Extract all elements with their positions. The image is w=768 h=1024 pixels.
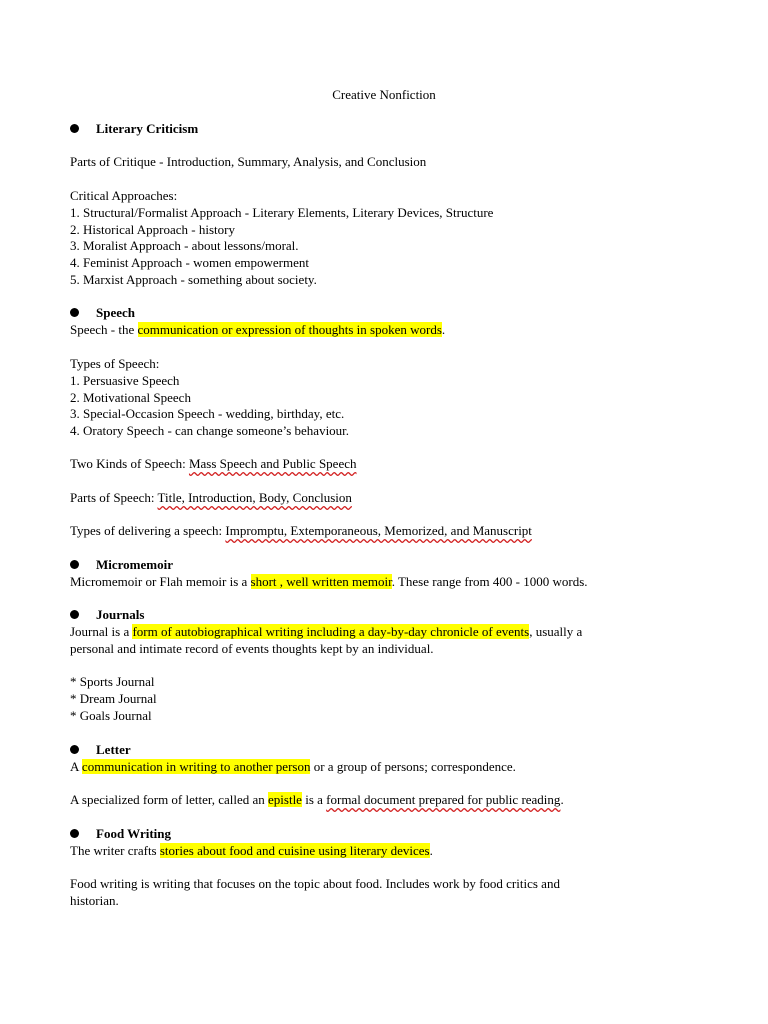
heading-letter	[70, 742, 131, 759]
speech-delivery	[70, 523, 710, 540]
list-item: 3. Special-Occasion Speech - wedding, birthday, etc.	[70, 406, 345, 422]
speech-definition	[70, 322, 710, 339]
heading-food-writing	[70, 826, 171, 843]
speech-kinds	[70, 456, 710, 473]
text-span: The writer crafts	[70, 843, 160, 858]
text-span: .	[441, 322, 446, 337]
bullet-dot-icon	[70, 308, 79, 317]
text-span: Two Kinds of Speech:	[70, 456, 189, 471]
list-item: 5. Marxist Approach - something about society.	[70, 271, 317, 287]
bullet-dot-icon	[70, 560, 79, 569]
underlined-text: Mass Speech and Public Speech	[188, 456, 357, 471]
highlighted-text: communication in writing to another person	[81, 759, 311, 774]
text-span: Types of delivering a speech:	[70, 523, 226, 538]
heading-text: Food Writing	[96, 826, 172, 841]
text-line	[70, 574, 710, 591]
heading-literary-criticism	[70, 121, 198, 138]
micromemoir-definition	[70, 574, 710, 591]
text-line	[70, 759, 710, 776]
highlighted-text: epistle	[268, 792, 302, 807]
food-writing-definition	[70, 843, 710, 860]
heading-journals	[70, 607, 144, 624]
list-item: * Dream Journal	[70, 690, 157, 706]
text-span: . These range from 400 - 1000 words.	[391, 574, 588, 589]
heading-text: Journals	[96, 607, 145, 622]
text-span: is a	[301, 792, 327, 807]
heading-micromemoir	[70, 557, 173, 574]
list-item: 2. Motivational Speech	[70, 389, 191, 405]
letter-definition	[70, 759, 710, 776]
bullet-dot-icon	[70, 610, 79, 619]
list-item: 4. Feminist Approach - women empowerment	[70, 255, 310, 271]
journals-list	[70, 674, 710, 724]
highlighted-text: short , well written memoir	[250, 574, 392, 589]
bullet-dot-icon	[70, 745, 79, 754]
list-item: 3. Moralist Approach - about lessons/moral.	[70, 238, 299, 254]
text-line	[70, 843, 710, 860]
highlighted-text: form of autobiographical writing including a day-by-day chronicle of events	[132, 624, 530, 639]
highlighted-text: communication or expression of thoughts in spoken words	[137, 322, 442, 337]
list-item: * Goals Journal	[70, 707, 152, 723]
list-label: Types of Speech:	[70, 356, 160, 371]
text-span: Speech - the	[70, 322, 138, 337]
text-span: .	[560, 792, 564, 807]
letter-epistle	[70, 792, 710, 809]
text-span: or a group of persons; correspondence.	[310, 759, 516, 774]
bullet-dot-icon	[70, 124, 79, 133]
text-span: .	[429, 843, 433, 858]
text-span: A	[70, 759, 82, 774]
text-line: personal and intimate record of events thoughts kept by an individual.	[70, 640, 434, 656]
text-span: Micromemoir or Flah memoir is a	[70, 574, 251, 589]
text-line	[70, 456, 710, 473]
text-span: Journal is a	[70, 624, 133, 639]
journals-definition	[70, 624, 710, 658]
text-line: Parts of Critique - Introduction, Summary, Analysis, and Conclusion	[70, 154, 427, 169]
underlined-text: Title, Introduction, Body, Conclusion	[157, 490, 352, 505]
text-span: Parts of Speech:	[70, 490, 158, 505]
text-line: historian.	[70, 892, 119, 908]
speech-types-list	[70, 356, 710, 440]
critique-parts-paragraph	[70, 154, 710, 171]
heading-text: Speech	[96, 305, 135, 320]
highlighted-text: stories about food and cuisine using literary devices	[159, 843, 430, 858]
text-line	[70, 322, 710, 339]
heading-speech	[70, 305, 135, 322]
bullet-dot-icon	[70, 829, 79, 838]
page-title: Creative Nonfiction	[332, 87, 436, 102]
heading-text: Micromemoir	[96, 557, 173, 572]
text-line	[70, 624, 710, 641]
underlined-text: formal document prepared for public reading	[326, 792, 561, 807]
text-span: A specialized form of letter, called an	[70, 792, 269, 807]
heading-text: Literary Criticism	[96, 121, 199, 136]
heading-text: Letter	[96, 742, 131, 757]
list-item: * Sports Journal	[70, 674, 155, 689]
list-item: 1. Structural/Formalist Approach - Literary Elements, Literary Devices, Structure	[70, 204, 494, 220]
speech-parts	[70, 490, 710, 507]
list-label: Critical Approaches:	[70, 188, 178, 203]
food-writing-description	[70, 876, 710, 910]
text-line	[70, 490, 710, 507]
text-line: Food writing is writing that focuses on the topic about food. Includes work by food critics and	[70, 876, 560, 891]
text-span: , usually a	[529, 624, 583, 639]
underlined-text: Impromptu, Extemporaneous, Memorized, and Manuscript	[225, 523, 532, 538]
list-item: 1. Persuasive Speech	[70, 372, 180, 388]
critical-approaches-list	[70, 188, 710, 289]
list-item: 2. Historical Approach - history	[70, 221, 235, 237]
text-line	[70, 523, 710, 540]
list-item: 4. Oratory Speech - can change someone’s behaviour.	[70, 423, 350, 439]
text-line	[70, 792, 710, 809]
